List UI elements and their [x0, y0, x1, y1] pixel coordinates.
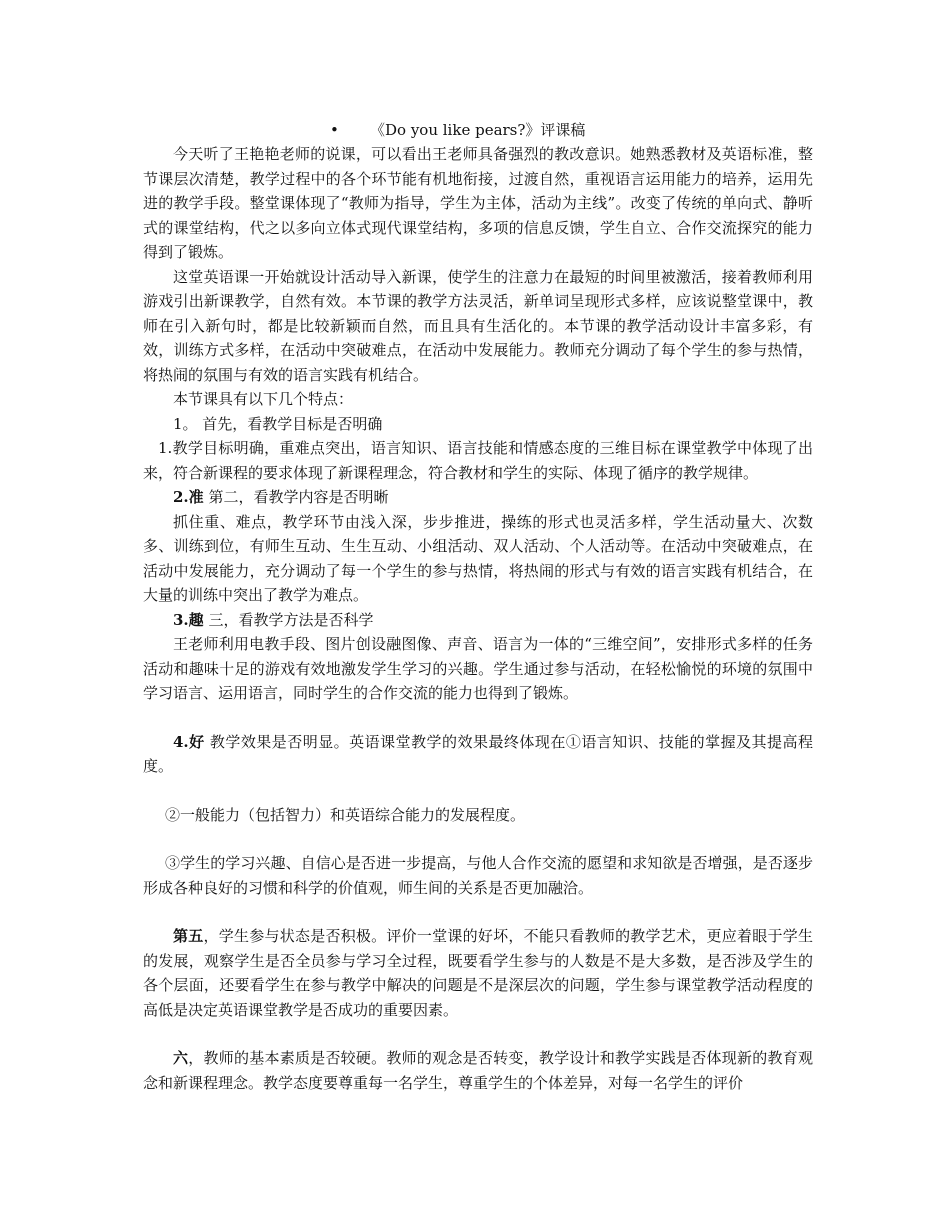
item5-text: ，学生参与状态是否积极。评价一堂课的好坏，不能只看教师的教学艺术，更应着眼于学生的发展，观察学生是否全员参与学习全过程，既要看学生参与的人数是不是大多数，是否涉及学生的各个层面，还要看学生在参与教学中解决的问题是不是深层次的问题，学生参与课堂教学活动程度的高低是决定英语课堂教学是否成功的重要因素。 — [143, 927, 813, 1019]
item4-paragraph — [143, 730, 813, 779]
document-title — [143, 118, 813, 142]
item3-heading-text: 三，看教学方法是否科学 — [203, 610, 374, 629]
item3-text: 王老师利用电教手段、图片创设融图像、声音、语言为一体的“三维空间”，安排形式多样的任务活动和趣味十足的游戏有效地激发学生学习的兴趣。学生通过参与活动，在轻松愉悦的环境的氛围中学习语言、运用语言，同时学生的合作交流的能力也得到了锻炼。 — [143, 635, 813, 702]
title-text: 《Do you like pears?》评课稿 — [370, 121, 586, 139]
item5-paragraph — [143, 924, 813, 1022]
paragraph-overview: 这堂英语课一开始就设计活动导入新课，使学生的注意力在最短的时间里被激活，接着教师利用游戏引出新课教学，自然有效。本节课的教学方法灵活，新单词呈现形式多样，应该说整堂课中，教师在引入新句时，都是比较新颖而自然，而且具有生活化的。本节课的教学活动设计丰富多彩，有效，训练方式多样，在活动中突破难点，在活动中发展能力。教师充分调动了每个学生的参与热情，将热闹的氛围与有效的语言实践有机结合。 — [143, 267, 813, 384]
item3-label: 3.趣 — [173, 610, 204, 629]
document-page — [143, 118, 813, 1095]
bullet-icon: • — [330, 121, 339, 139]
item4-text: 教学效果是否明显。英语课堂教学的效果最终体现在①语言知识、技能的掌握及其提高程度。 — [143, 732, 813, 775]
paragraph-intro: 今天听了王艳艳老师的说课，可以看出王老师具备强烈的教改意识。她熟悉教材及英语标准，整节课层次清楚，教学过程中的各个环节能有机地衔接，过渡自然，重视语言运用能力的培养，运用先进的教学手段。整堂课体现了“教师为指导，学生为主体，活动为主线”。改变了传统的单向式、静听式的课堂结构，代之以多向立体式现代课堂结构，多项的信息反馈，学生自立、合作交流探究的能力得到了锻炼。 — [143, 145, 813, 261]
item1-text: 1.教学目标明确，重难点突出，语言知识、语言技能和情感态度的三维目标在课堂教学中体现了出来，符合新课程的要求体现了新课程理念，符合教材和学生的实际、体现了循序的教学规律。 — [143, 439, 813, 482]
item6-text: ，教师的基本素质是否较硬。教师的观念是否转变，教学设计和教学实践是否体现新的教育观念和新课程理念。教学态度要尊重每一名学生，尊重学生的个体差异，对每一名学生的评价 — [143, 1049, 813, 1092]
item5-label: 第五 — [173, 927, 204, 945]
paragraph-features-lead: 本节课具有以下几个特点： — [173, 390, 354, 408]
item4-sub2: ②一般能力（包括智力）和英语综合能力的发展程度。 — [165, 805, 526, 824]
item6-paragraph — [143, 1046, 813, 1095]
item4-label: 4.好 — [173, 732, 205, 751]
item2-heading-text: 第二，看教学内容是否明晰 — [203, 488, 389, 506]
item1-heading: 1。 首先，看教学目标是否明确 — [173, 414, 383, 433]
item4-sub3: ③学生的学习兴趣、自信心是否进一步提高，与他人合作交流的愿望和求知欲是否增强，是否逐步形成各种良好的习惯和科学的价值观，师生间的关系是否更加融洽。 — [143, 854, 813, 897]
item2-label: 2.准 — [173, 488, 204, 506]
item2-text: 抓住重、难点，教学环节由浅入深，步步推进，操练的形式也灵活多样，学生活动量大、次数多、训练到位，有师生互动、生生互动、小组活动、双人活动、个人活动等。在活动中突破难点，在活动中发展能力，充分调动了每一个学生的参与热情，将热闹的形式与有效的语言实践有机结合，在大量的训练中突出了教学为难点。 — [143, 512, 813, 604]
item3-heading — [143, 608, 813, 633]
item6-label: 六 — [173, 1049, 189, 1067]
item2-heading — [143, 485, 813, 510]
